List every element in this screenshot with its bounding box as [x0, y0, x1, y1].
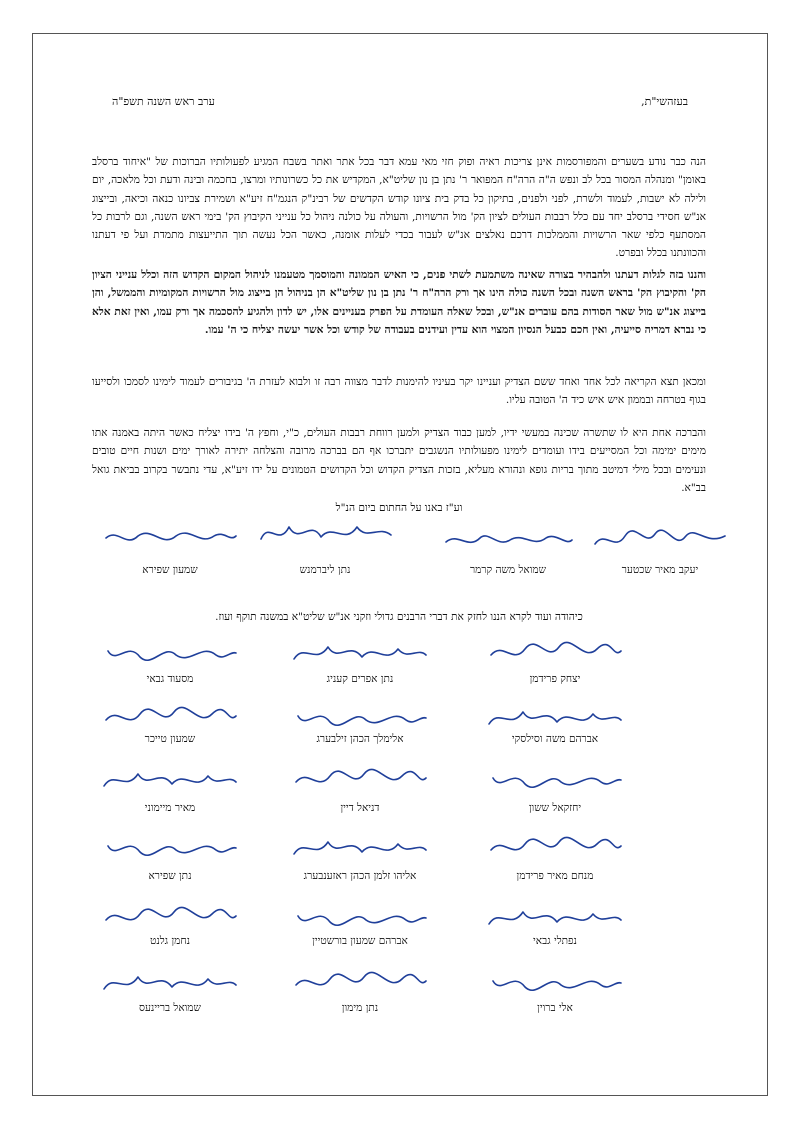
signatory-5-1: מנחם מאיר פרידמן	[516, 870, 594, 882]
signatory-6-2: אברהם שמעון בורשטיין	[312, 935, 408, 947]
signature-2-1	[485, 635, 625, 671]
signature-1-3	[255, 515, 395, 551]
signatory-3-1: אברהם משה וסילסקי	[511, 733, 599, 745]
header-blessing: בעזהשי"ת,	[641, 95, 688, 108]
paragraph-4: והברכה אחת היא לו שתשרה שכינה במעשי ידיו, למען כבוד הצדיק ולמען רווחת רבבות העולים, כ"י, וחפץ ה' בידו יצליח כאשר היתה באמנה אתו מימים ימימה וכל המסייעים בידו ועומדים לימינו מפעולותיו הנשגבים יתברכו אף הם בברכה מרובה והצלחה יתירה לאורך ימים ושנות חיים טובים ונעימים ובכל מילי דמיטב מתוך בריות גופא ונהורא מעליא, בזכות הצדיק הקדוש וכל הקדושים הטמונים על ידו זיע"א, עדי נתבשר בקרוב בביאת גואל בב"א.	[92, 427, 706, 494]
signature-1-1	[590, 522, 730, 558]
signatory-7-2: נתן מימון	[341, 1002, 379, 1014]
signature-3-1	[485, 700, 625, 736]
signatory-6-3: נחמן גלנט	[149, 935, 190, 947]
signature-3-2	[290, 700, 430, 736]
signature-4-2	[290, 762, 430, 798]
signing-line: וע"ז באנו על החתום ביום הנ"ל	[335, 502, 463, 514]
signature-5-3	[100, 830, 240, 866]
signature-5-2	[290, 830, 430, 866]
signature-6-3	[100, 900, 240, 936]
signatory-2-1: יצחק פרידמן	[529, 673, 581, 685]
signatory-1-2: שמואל משה קרמר	[469, 564, 547, 576]
signature-4-3	[100, 762, 240, 798]
signatory-6-1: נפתלי גבאי	[533, 935, 577, 947]
paragraph-1: הנה כבר נודע בשערים והמפורסמות אינן צריכות ראיה ופוק חזי מאי עמא דבר בכל אתר ואתר בשבח המגיע לפעולותיו הברוכות של "איחוד ברסלב באומן" ומנהלה המסור בכל לב ונפש ה"ה הרה"ח המפואר ר' נתן בן נון שליט"א, המקדיש את כל כשרונותיו ומרצו, בחכמה ובינה ודעת וכל מלאכה, יום ולילה לא ישבות, לעמוד ולשרת, לפני ולפנים, בתיקון כל בדק בית ציונו קודש הקדשים של רבינ"ק הנגמ"ח זיע"א ושמירת צביונו כנאה וכיאה, ובייצוג אנ"ש חסידי ברסלב יחד עם כלל רבבות העולים לציון הק' מול הרשויות, והעולה על כולנה ניהול כל ענייני הקיבוץ הק' בימי ראש השנה, וגם לרבות כל המסתעף כלפי שאר הרשויות והממלכות דרכם נאלצים אנ"ש לעבור בכדי לעלות אומנה, כאשר הכל נעשה תוך התייעצות מתמדת ועל פי דעתנו והכוונתנו בכלל ובפרט.	[92, 156, 706, 260]
signature-6-2	[290, 900, 430, 936]
signatory-5-3: נתן שפירא	[148, 870, 192, 882]
signature-7-3	[100, 965, 240, 1001]
signatory-4-3: מאיר מיימוני	[144, 802, 196, 814]
signature-5-1	[485, 830, 625, 866]
signature-2-2	[290, 635, 430, 671]
signatory-2-2: נתן אפרים קעניג	[326, 673, 394, 685]
signatory-7-1: אלי ברוין	[537, 1002, 573, 1014]
endorsement-line: כיהודה ועוד לקרא הננו לחזק את דברי הרבנים גדולי וזקני אנ"ש שליט"א במשנה תוקף ועוז.	[215, 611, 583, 623]
signatory-1-3: נתן ליברמנש	[299, 564, 351, 576]
signatory-2-3: מסעוד גבאי	[146, 673, 194, 685]
signature-4-1	[485, 762, 625, 798]
signature-1-4	[100, 520, 240, 556]
signature-6-1	[485, 900, 625, 936]
signatory-3-2: אלימלך הכהן זילבערג	[316, 733, 404, 745]
signatory-1-1: יעקב מאיר שכטער	[621, 564, 699, 576]
signature-1-2	[438, 522, 578, 558]
signature-7-1	[485, 965, 625, 1001]
signatory-3-3: שמעון טייכר	[144, 733, 196, 745]
signatory-4-1: יחזקאל ששון	[528, 802, 582, 814]
paragraph-3: ומכאן תצא הקריאה לכל אחד ואחד ששם הצדיק ועניינו יקר בעיניו להימנות לדבר מצווה רבה זו ולבוא לעזרת ה' בגיבורים לעמוד לימינו לסמכו ולסייעו בגוף בטרחה ובממון איש איש כיד ה' הטובה עליו.	[92, 376, 706, 407]
signatory-4-2: דניאל דיין	[340, 802, 380, 814]
signatory-5-2: אליהו זלמן הכהן ראזענבערג	[303, 870, 417, 882]
signature-7-2	[290, 965, 430, 1001]
signature-3-3	[100, 700, 240, 736]
signatory-1-4: שמעון שפירא	[142, 564, 198, 576]
signature-2-3	[100, 635, 240, 671]
paragraph-2: והננו בזה לגלות דעתנו ולהבהיר בצורה שאינה משתמעת לשתי פנים, כי האיש הממונה והמוסמך מטעמנו לניהול המקום הקדוש הזה וכלל ענייני הציון הק' והקיבוץ הק' בראש השנה ובכל השנה כולה הינו אך ורק הרה"ח ר' נתן בן נון שליט"א הן בניהול הן בייצוג מול הרשויות המקומיות והממשל, והן בייצוג אנ"ש מול שאר הסודות בהם עוברים אנ"ש, ובכל שאלה העומדת על הפרק בעניינים אלו, יש לדון ולהגיע להסכמה אך ורק עמו, ואין זאת אלא כי נברא דמריה סייעיה, ואין חכם כבעל הנסיון המצוי הוא עדין ועידנים בעבודה של קודש וכל אשר יעשה יצליח כי ה' עמו.	[92, 269, 706, 336]
header-date: ערב ראש השנה תשפ"ה	[112, 95, 215, 108]
signatory-7-3: שמואל בריינעס	[139, 1002, 201, 1014]
